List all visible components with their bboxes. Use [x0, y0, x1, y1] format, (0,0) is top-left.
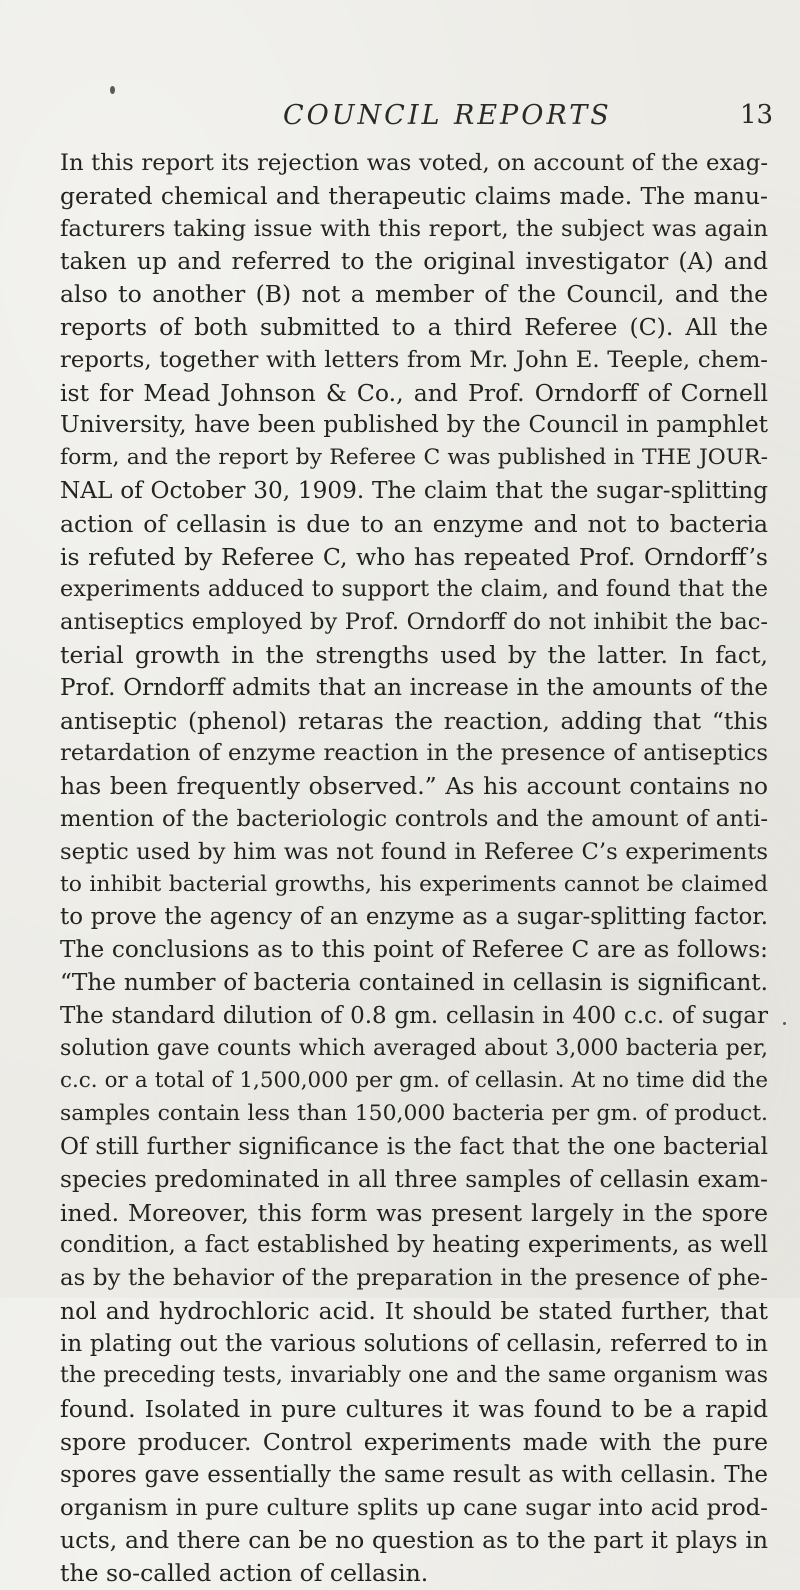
ink-speck [110, 86, 115, 94]
text-line: Of still further significance is the fact that the one bacterial [60, 1132, 768, 1160]
text-line: spores gave essentially the same result as with cellasin. The [60, 1461, 768, 1488]
text-line: nol and hydrochloric acid. It should be stated further, that [60, 1296, 768, 1325]
text-line: University, have been published by the Council in pamphlet [60, 411, 768, 439]
text-line: also to another (B) not a member of the Council, and the [60, 280, 768, 309]
running-head: COUNCIL REPORTS [283, 100, 612, 131]
text-line: as by the behavior of the preparation in the presence of phe- [60, 1265, 768, 1292]
text-line: organism in pure culture splits up cane sugar into acid prod- [60, 1494, 768, 1521]
text-line: is refuted by Referee C, who has repeated Prof. Orndorff’s [60, 542, 768, 571]
text-line: to prove the agency of an enzyme as a sugar-splitting factor. [60, 904, 768, 931]
text-line: antiseptics employed by Prof. Orndorff do not inhibit the bac- [60, 609, 768, 636]
text-line: action of cellasin is due to an enzyme and not to bacteria [60, 509, 768, 538]
text-line: antiseptic (phenol) retaras the reaction, adding that “this [60, 706, 768, 735]
text-line: facturers taking issue with this report, the subject was again [60, 215, 768, 242]
text-line: in plating out the various solutions of cellasin, referred to in [60, 1330, 768, 1357]
text-line: In this report its rejection was voted, on account of the exag- [60, 150, 768, 176]
text-line: the so-called action of cellasin. [60, 1559, 429, 1588]
text-line: ucts, and there can be no question as to the part it plays in [60, 1526, 768, 1555]
text-line: spore producer. Control experiments made with the pure [60, 1428, 768, 1457]
text-line: The standard dilution of 0.8 gm. cellasin in 400 c.c. of sugar [60, 1002, 768, 1029]
text-line: retardation of enzyme reaction in the presence of antiseptics [60, 740, 768, 767]
text-line: “The number of bacteria contained in cellasin is significant. [60, 968, 768, 996]
text-line: has been frequently observed.” As his account contains no [60, 772, 768, 801]
text-line: c.c. or a total of 1,500,000 per gm. of cellasin. At no time did the [60, 1068, 768, 1094]
page-header [0, 100, 800, 136]
text-line: the preceding tests, invariably one and the same organism was [60, 1363, 768, 1389]
text-line: experiments adduced to support the claim, and found that the [60, 576, 768, 603]
text-line: solution gave counts which averaged about 3,000 bacteria per, [60, 1035, 768, 1061]
text-line: taken up and referred to the original investigator (A) and [60, 247, 768, 276]
text-line: to inhibit bacterial growths, his experiments cannot be claimed [60, 871, 768, 897]
text-line: mention of the bacteriologic controls and the amount of anti- [60, 805, 768, 832]
text-line: ist for Mead Johnson & Co., and Prof. Orndorff of Cornell [60, 378, 768, 407]
ink-speck [783, 1022, 786, 1025]
text-line: Prof. Orndorff admits that an increase in the amounts of the [60, 674, 768, 701]
text-line: septic used by him was not found in Referee C’s experiments [60, 838, 768, 865]
text-line: samples contain less than 150,000 bacteria per gm. of product. [60, 1101, 768, 1127]
body-paragraph [60, 147, 768, 1590]
text-line: ined. Moreover, this form was present largely in the spore [60, 1198, 768, 1227]
text-line: condition, a fact established by heating experiments, as well [60, 1232, 768, 1259]
text-line: species predominated in all three samples of cellasin exam- [60, 1165, 768, 1193]
text-line: reports of both submitted to a third Referee (C). All the [60, 312, 768, 341]
text-line: terial growth in the strengths used by the latter. In fact, [60, 640, 768, 669]
text-line: found. Isolated in pure cultures it was found to be a rapid [60, 1395, 768, 1424]
text-line: gerated chemical and therapeutic claims made. The manu- [60, 181, 768, 210]
text-line: The conclusions as to this point of Referee C are as follows: [60, 936, 768, 964]
text-line: reports, together with letters from Mr. John E. Teeple, chem- [60, 346, 768, 373]
text-line: NAL of October 30, 1909. The claim that the sugar-splitting [60, 476, 768, 504]
page-number: 13 [740, 100, 774, 130]
text-line: form, and the report by Referee C was published in THE JOUR- [60, 445, 768, 471]
